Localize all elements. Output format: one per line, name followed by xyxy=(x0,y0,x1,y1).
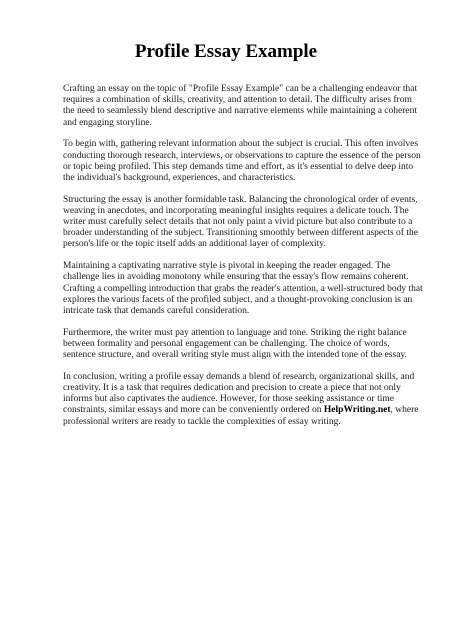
conclusion-text-after: , where professional writers are ready to tackle the complexities of essay writing. xyxy=(63,405,419,427)
paragraph-language: Furthermore, the writer must pay attention to language and tone. Striking the right balance between formality and personal engagement can be challenging. The choice of words, sentence structure, and overall writing style must align with the intended tone of the essay. xyxy=(63,327,407,361)
paragraph-conclusion xyxy=(63,372,423,428)
page-title: Profile Essay Example xyxy=(134,41,318,62)
paragraph-research: To begin with, gathering relevant information about the subject is crucial. This often involves conducting thorough research, interviews, or observations to capture the essence of the person or topic being profiled. This step demands time and effort, as it's essential to delve deep into the individual's background, experiences, and characteristics. xyxy=(63,139,421,183)
conclusion-text-before: In conclusion, writing a profile essay demands a blend of research, organizational skills, and creativity. It is a task that requires dedication and precision to create a piece that not only informs but also captivates the audience. However, for those seeking assistance or time constraints, similar essays and more can be conveniently ordered on xyxy=(63,371,415,416)
paragraph-narrative: Maintaining a captivating narrative style is pivotal in keeping the reader engaged. The challenge lies in avoiding monotony while ensuring that the essay's flow remains coherent. Crafting a compelling introduction that grabs the reader's attention, a well-structured body that explores the various facets of the profiled subject, and a thought-provoking conclusion is an intricate task that demands careful consideration. xyxy=(63,261,423,316)
essay-body xyxy=(63,84,423,438)
helpwriting-link[interactable]: HelpWriting.net xyxy=(323,405,391,416)
paragraph-intro: Crafting an essay on the topic of "Profile Essay Example" can be a challenging endeavor that requires a combination of skills, creativity, and attention to detail. The difficulty arises from the need to seamlessly blend descriptive and narrative elements while maintaining a coherent and engaging storyline. xyxy=(63,84,418,128)
paragraph-structure: Structuring the essay is another formidable task. Balancing the chronological order of events, weaving in anecdotes, and incorporating meaningful insights requires a delicate touch. The writer must carefully select details that not only paint a vivid picture but also contribute to a broader understanding of the subject. Transitioning smoothly between different aspects of the person's life or the topic itself adds an additional layer of complexity. xyxy=(63,194,418,250)
